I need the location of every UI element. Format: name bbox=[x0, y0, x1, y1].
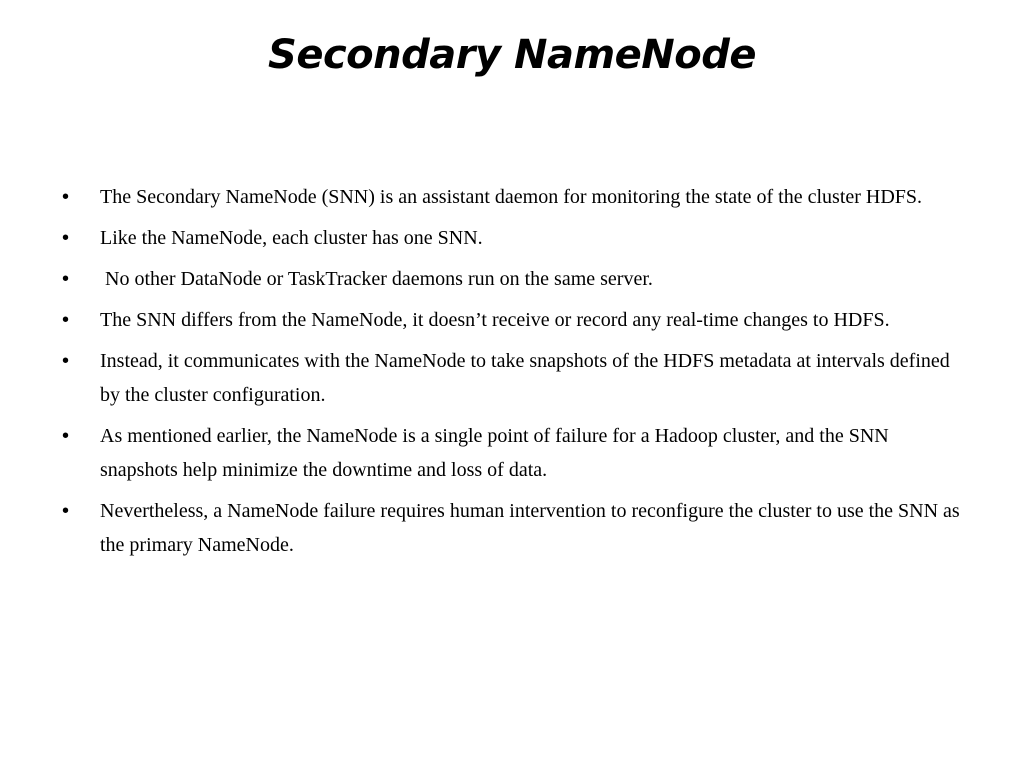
bullet-icon: • bbox=[62, 268, 70, 290]
slide-title: Secondary NameNode bbox=[268, 32, 756, 78]
bullet-item bbox=[62, 180, 962, 214]
bullet-item bbox=[62, 344, 962, 412]
bullet-text: As mentioned earlier, the NameNode is a single point of failure for a Hadoop cluster, and the SNN snapshots help minimize the downtime and loss of data. bbox=[100, 425, 889, 481]
bullet-text: The SNN differs from the NameNode, it doesn’t receive or record any real-time changes to HDFS. bbox=[100, 309, 890, 331]
bullet-item bbox=[62, 303, 962, 337]
bullet-icon: • bbox=[62, 425, 70, 447]
bullet-icon: • bbox=[62, 309, 70, 331]
bullet-text: Like the NameNode, each cluster has one SNN. bbox=[100, 227, 483, 249]
bullet-item bbox=[62, 494, 962, 562]
bullet-item bbox=[62, 221, 962, 255]
bullet-icon: • bbox=[62, 186, 70, 208]
bullet-icon: • bbox=[62, 350, 70, 372]
bullet-list bbox=[62, 180, 962, 569]
bullet-text: No other DataNode or TaskTracker daemons run on the same server. bbox=[100, 268, 653, 290]
bullet-icon: • bbox=[62, 500, 70, 522]
bullet-item bbox=[62, 262, 962, 296]
bullet-text: Instead, it communicates with the NameNode to take snapshots of the HDFS metadata at intervals defined by the cluster configuration. bbox=[100, 350, 950, 406]
bullet-item bbox=[62, 419, 962, 487]
bullet-icon: • bbox=[62, 227, 70, 249]
bullet-text: Nevertheless, a NameNode failure requires human intervention to reconfigure the cluster to use the SNN as the primary NameNode. bbox=[100, 500, 960, 556]
bullet-text: The Secondary NameNode (SNN) is an assistant daemon for monitoring the state of the cluster HDFS. bbox=[100, 186, 923, 208]
